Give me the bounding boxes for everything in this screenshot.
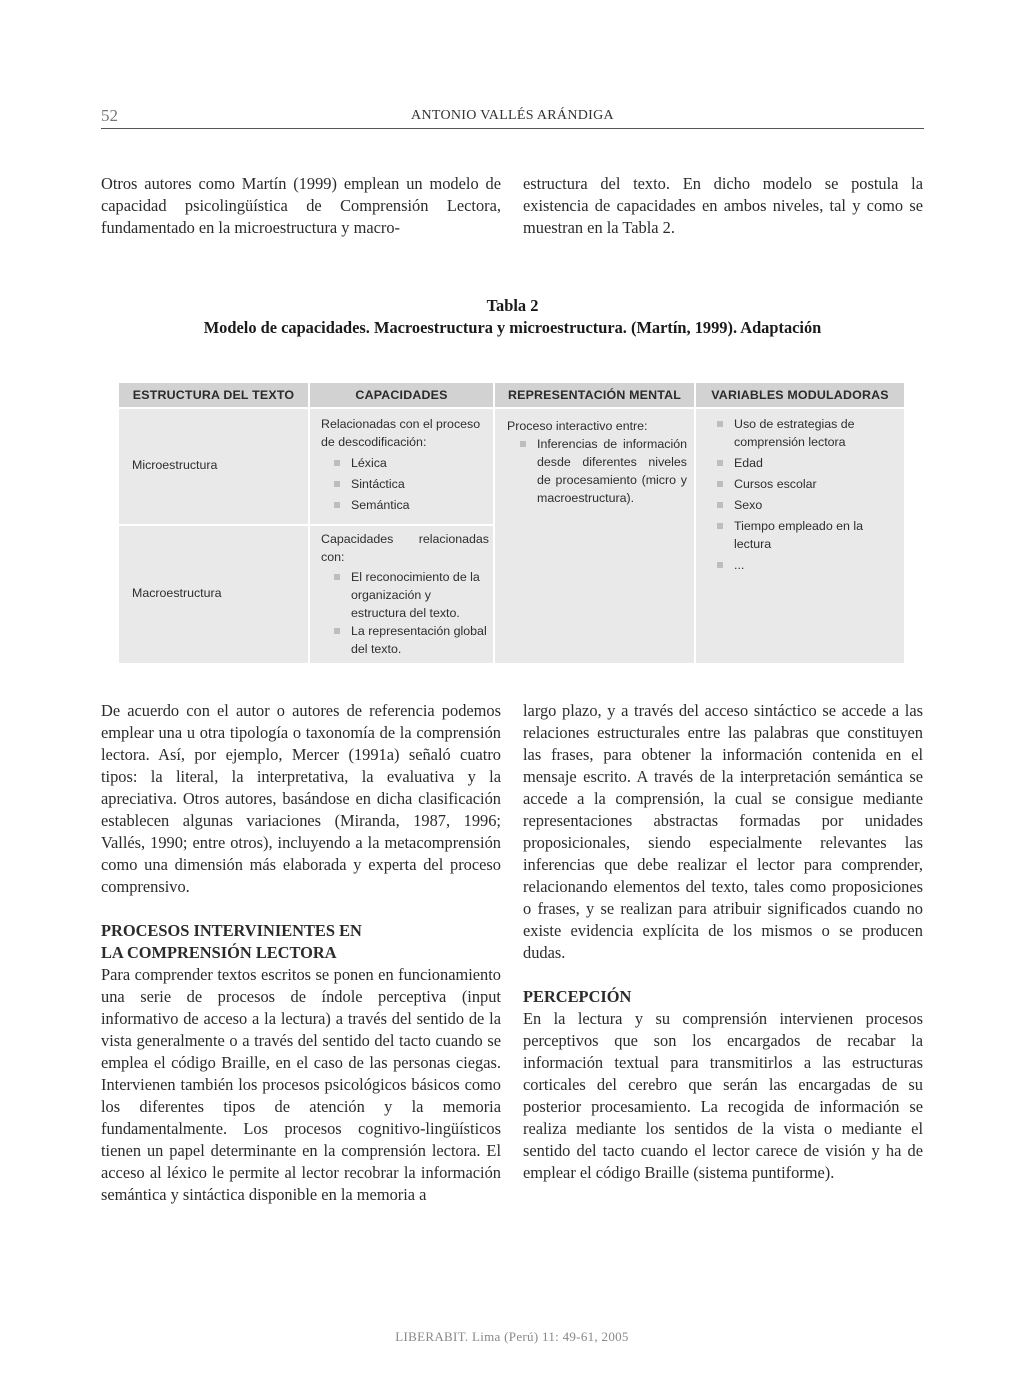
variables (704, 415, 900, 574)
variables-list (704, 415, 900, 574)
micro-capacities-list (321, 454, 487, 514)
page-number: 52 (101, 106, 118, 125)
paragraph-typology: De acuerdo con el autor o autores de referencia podemos emplear una u otra tipología o taxonomía de la comprensión lectora. Así, por ejemplo, Mercer (1991a) señaló cuatro tipos: la literal, la interpretativa, la evaluativa y la apreciativa. Otros autores, basándose en dicha clasificación establecen algunas variaciones (Miranda, 1987, 1996; Vallés, 1990; entre otros), incluyendo a la metacomprensión como una dimensión más elaborada y experta del proceso comprensivo. (101, 701, 501, 896)
list-item: Cursos escolar (704, 475, 900, 493)
macro-capacities (321, 530, 489, 658)
paragraph-processes: Para comprender textos escritos se ponen en funcionamiento una serie de procesos de índole perceptiva (input informativo de acceso a la lectura) a través del sentido de la vista generalmente o a través del sentido del tacto cuando se emplea el código Braille, en el caso de las personas ciegas. Intervienen también los procesos psicológicos básicos como los diferentes tipos de atención y la memoria fundamentalmente. Los procesos cognitivo-lingüísticos tienen un papel determinante en la comprensión lectora. El acceso al léxico le permite al lector recobrar la información semántica y sintáctica disponible en la memoria a (101, 965, 501, 1204)
table-cell-variables (696, 409, 904, 663)
table-cell-micro-capacities (310, 409, 493, 524)
running-head: ANTONIO VALLÉS ARÁNDIGA (411, 108, 614, 123)
row-label-macro: Macroestructura (132, 586, 222, 600)
page-header (101, 106, 924, 129)
intro-column-right (523, 173, 923, 239)
table-caption-title: Modelo de capacidades. Macroestructura y microestructura. (Martín, 1999). Adaptación (203, 318, 822, 337)
list-item: Inferencias de información desde diferentes niveles de procesamiento (micro y macroestructura). (507, 435, 687, 507)
table-cell-representation (495, 409, 694, 663)
macro-capacities-list (321, 568, 489, 658)
representation-list (507, 435, 687, 507)
intro-paragraph-right: estructura del texto. En dicho modelo se postula la existencia de capacidades en ambos niveles, tal y como se muestran en la Tabla 2. (523, 174, 923, 237)
representation (507, 417, 687, 507)
list-item: Edad (704, 454, 900, 472)
table-caption-number: Tabla 2 (486, 296, 539, 315)
paragraph-perception: En la lectura y su comprensión intervienen procesos perceptivos que son los encargados de recabar la información textual para transmitirlos a las estructuras corticales del cerebro que serán las encargadas de su posterior procesamiento. La recogida de información se realiza mediante los sentidos de la vista o mediante el sentido del tacto cuando el lector carece de visión y ha de emplear el código Braille (sistema puntiforme). (523, 1009, 923, 1182)
list-item: Sexo (704, 496, 900, 514)
intro-column-left (101, 173, 501, 239)
list-item: Sintáctica (321, 475, 487, 493)
table-cell-macro-capacities (310, 526, 493, 663)
section-heading-line: PROCESOS INTERVINIENTES EN (101, 921, 362, 940)
list-item: Semántica (321, 496, 487, 514)
list-item: El reconocimiento de la organización y estructura del texto. (321, 568, 489, 622)
list-item: Tiempo empleado en la lectura (704, 517, 900, 553)
table-header-representation: REPRESENTACIÓN MENTAL (495, 383, 694, 407)
section-heading-perception: PERCEPCIÓN (523, 987, 632, 1006)
list-item: Léxica (321, 454, 487, 472)
table-cell-micro-structure (119, 409, 308, 524)
list-item: La representación global del texto. (321, 622, 489, 658)
table-cell-macro-structure (119, 526, 308, 663)
table-header-capacities: CAPACIDADES (310, 383, 493, 407)
micro-capacities-intro: Relacionadas con el proceso de descodificación: (321, 417, 481, 449)
body-column-left (101, 700, 501, 1206)
section-heading-processes (101, 920, 501, 964)
table-caption (101, 295, 924, 339)
paragraph-semantics: largo plazo, y a través del acceso sintáctico se accede a las relaciones estructurales entre las palabras que constituyen las frases, para obtener la información contenida en el mensaje escrito. A través de la interpretación semántica se accede a la comprensión, la cual se consigue mediante representaciones abstractas formadas por unidades proposicionales, siendo especialmente relevantes las inferencias que debe realizar el lector para comprender, relacionando elementos del texto, tales como proposiciones o frases, y se realizan para atribuir significados cuando no existe evidencia explícita de los mismos o se producen dudas. (523, 701, 923, 962)
intro-paragraph-left: Otros autores como Martín (1999) emplean un modelo de capacidad psicolingüística de Comprensión Lectora, fundamentado en la microestructura y macro- (101, 174, 501, 237)
page-footer: LIBERABIT. Lima (Perú) 11: 49-61, 2005 (395, 1329, 629, 1344)
macro-capacities-intro: Capacidades relacionadas con: (321, 532, 489, 564)
representation-intro: Proceso interactivo entre: (507, 419, 648, 433)
row-label-micro: Microestructura (132, 458, 218, 472)
section-heading-line: LA COMPRENSIÓN LECTORA (101, 943, 337, 962)
table-header-structure: ESTRUCTURA DEL TEXTO (119, 383, 308, 407)
list-item: Uso de estrategias de comprensión lectora (704, 415, 900, 451)
list-item: ... (704, 556, 900, 574)
body-column-right (523, 700, 923, 1184)
micro-capacities (321, 415, 487, 514)
table-header-variables: VARIABLES MODULADORAS (696, 383, 904, 407)
capacities-table (119, 383, 904, 663)
